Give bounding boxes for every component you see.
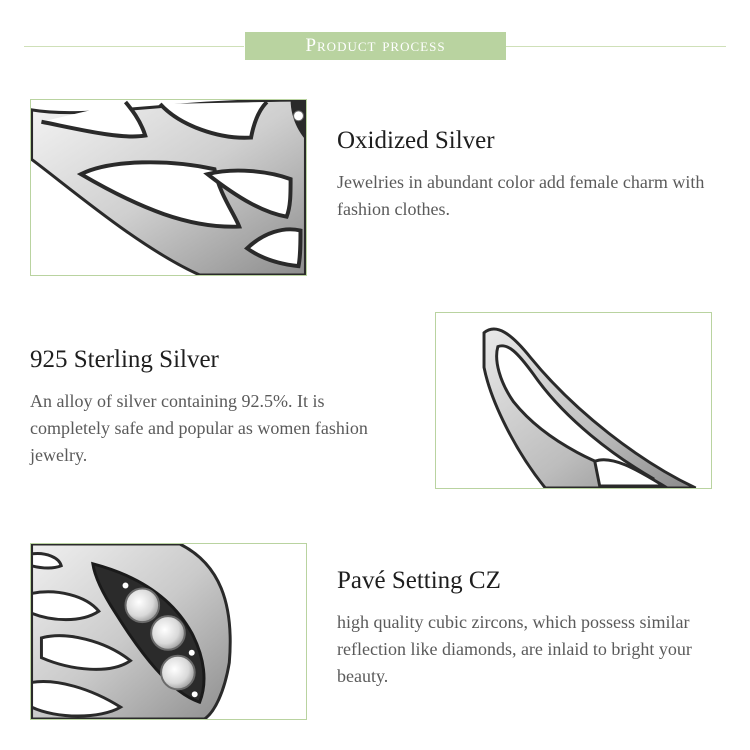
wing-tip-illustration — [436, 313, 711, 488]
wing-closeup-illustration — [31, 100, 306, 275]
feature-description-oxidized-silver: Jewelries in abundant color add female charm with fashion clothes. — [337, 172, 705, 219]
pave-setting-photo — [30, 543, 307, 720]
feature-title-sterling-silver: 925 Sterling Silver — [30, 346, 219, 373]
header-divider-left — [24, 46, 244, 47]
header-divider-right — [506, 46, 726, 47]
feature-description-pave-setting: high quality cubic zircons, which possess similar reflection like diamonds, are inlaid to bright your beauty. — [337, 612, 692, 686]
feature-title-pave-setting: Pavé Setting CZ — [337, 567, 501, 594]
section-header: Product process — [245, 32, 506, 60]
sterling-silver-photo — [435, 312, 712, 489]
oxidized-silver-photo — [30, 99, 307, 276]
feature-description-sterling-silver: An alloy of silver containing 92.5%. It is completely safe and popular as women fashion jewelry. — [30, 391, 368, 465]
feature-title-oxidized-silver: Oxidized Silver — [337, 127, 495, 154]
pave-zircon-illustration — [31, 544, 306, 719]
